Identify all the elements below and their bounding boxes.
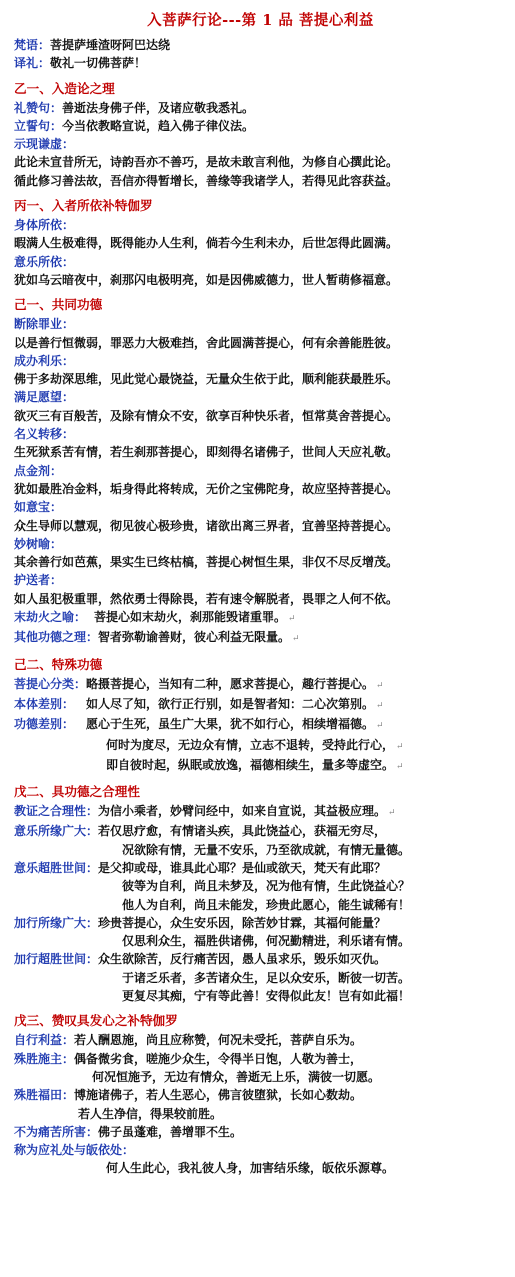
section-heading: 己一、共同功德 (14, 297, 103, 313)
verse-line (14, 675, 507, 695)
verse-label-line (14, 216, 507, 234)
verse-label: 护送者： (14, 573, 63, 588)
verse-text-line: 欲灭三有百般苦，及除有情众不安，欲享百种快乐者，恒常莫舍菩提心。 (14, 408, 399, 423)
verse-text-line: 仅思利众生，福胜供诸佛，何况勤精进，利乐诸有情。 (122, 934, 411, 949)
verse-label: 点金剂： (14, 463, 63, 478)
verse-label: 意乐所缘广大： (14, 824, 99, 839)
verse-text-line: 此论未宣昔所无，诗韵吾亦不善巧，是故未敢言利他，为修自心撰此论。 (14, 155, 399, 170)
verse-line (14, 1123, 507, 1141)
verse-label: 示现谦虚： (14, 137, 75, 152)
verse-text-line: 于诸乏乐者，多苦诸众生，足以众安乐，断彼一切苦。 (122, 970, 411, 985)
paragraph-mark: ↵ (288, 614, 296, 625)
verse-label-line (14, 571, 507, 589)
paragraph-mark: ↵ (376, 721, 384, 732)
verse-text: 愿心于生死，虽生广大果，犹不如行心，相续增福德。 (86, 717, 375, 732)
verse-line (14, 859, 507, 877)
verse-label: 殊胜福田： (14, 1088, 75, 1103)
paragraph-mark: ↵ (388, 808, 396, 819)
verse-text-line: 何人生此心，我礼彼人身，加害结乐缘，皈依乐源尊。 (106, 1161, 395, 1176)
verse-text: 为信小乘者，妙臂问经中，如来自宣说，其益极应理。 (98, 804, 387, 819)
verse-text-line: 暇满人生极难得，既得能办人生利，倘若今生利未办，后世怎得此圆满。 (14, 236, 399, 251)
sanskrit-text: 菩提萨埵渣呀阿巴达绕 (50, 38, 171, 52)
verse-line (14, 1050, 507, 1068)
verse-text-line: 何况恒施予，无边有情众，善逝无上乐，满彼一切愿。 (92, 1069, 381, 1084)
verse-line (14, 99, 507, 117)
verse-label: 本体差别： (14, 696, 75, 711)
verse-line (14, 802, 507, 822)
verse-text-line: 以是善行恒微弱，罪恶力大极难挡，舍此圆满菩提心，何有余善能胜彼。 (14, 335, 399, 350)
verse-line (14, 914, 507, 932)
verse-label: 意乐超胜世间： (14, 860, 99, 875)
verse-text-line: 他人为自利，尚且未能发，珍贵此愿心，能生诚稀有！ (122, 897, 411, 912)
verse-text: 佛子虽蓬难，善增罪不生。 (98, 1124, 243, 1139)
verse-line (14, 628, 507, 648)
verse-label-line (14, 352, 507, 370)
section-heading: 戊三、赞叹具发心之补特伽罗 (14, 1013, 178, 1029)
verse-text-line: 况欲除有情，无量不安乐，乃至欲成就，有情无量德。 (122, 842, 411, 857)
verse-label-line (14, 315, 507, 333)
verse-label-line (14, 462, 507, 480)
section-heading: 戊二、具功德之合理性 (14, 784, 140, 800)
paragraph-mark: ↵ (292, 634, 300, 645)
paragraph-mark: ↵ (376, 680, 384, 691)
verse-label-line (14, 535, 507, 553)
paragraph-mark: ↵ (376, 700, 384, 711)
verse-label: 礼赞句： (14, 100, 63, 115)
verse-label: 如意宝： (14, 500, 63, 515)
verse-line (14, 1086, 507, 1104)
verse-text-line: 彼等为自利，尚且未梦及，况为他有情，生此饶益心？ (122, 879, 411, 894)
verse-text-line: 佛于多劫深思维，见此觉心最饶益，无量众生依于此，顺利能获最胜乐。 (14, 372, 399, 387)
verse-text: 善逝法身佛子伴，及诸应敬我悉礼。 (62, 100, 255, 115)
verse-text-line: 犹如最胜冶金料，垢身得此将转成，无价之宝佛陀身，故应坚持菩提心。 (14, 481, 399, 496)
verse-label: 自行利益： (14, 1033, 75, 1048)
verse-label: 意乐所依： (14, 254, 75, 269)
verse-label-line (14, 253, 507, 271)
verse-line (14, 695, 507, 715)
verse-text-line: 犹如乌云暗夜中，刹那闪电极明亮，如是因佛威德力，世人暂萌修福意。 (14, 272, 399, 287)
verse-line (14, 715, 507, 735)
translation-label: 译礼： (14, 56, 51, 71)
verse-text: 即自彼时起，纵眠或放逸，福德相续生，量多等虚空。 (106, 757, 395, 772)
verse-label-line (14, 498, 507, 516)
verse-text-line: 其余善行如芭蕉，果实生已终枯槁，菩提心树恒生果，非仅不尽反增茂。 (14, 555, 399, 570)
section-heading: 丙一、入者所依补特伽罗 (14, 198, 153, 214)
verse-line (14, 822, 507, 840)
verse-line (14, 950, 507, 968)
verse-line (14, 135, 507, 153)
verse-label: 断除罪业： (14, 317, 75, 332)
verse-text: 博施诸佛子，若人生恶心，佛言彼堕狱，长如心数劫。 (74, 1088, 363, 1103)
verse-text-line: 众生导师以慧观，彻见彼心极珍贵，诸欲出离三界者，宜善坚持菩提心。 (14, 518, 399, 533)
verse-line (14, 1141, 507, 1159)
page-title: 入菩萨行论---第 1 品 菩提心利益 (147, 12, 374, 29)
verse-label: 妙树喻： (14, 536, 63, 551)
translation-text: 敬礼一切佛菩萨！ (50, 56, 147, 71)
verse-text-line (14, 736, 507, 756)
verse-label: 满足愿望： (14, 390, 75, 405)
verse-label-line (14, 388, 507, 406)
paragraph-mark: ↵ (396, 761, 404, 772)
verse-text: 是父抑或母，谁具此心耶？是仙或欲天，梵天有此耶？ (98, 860, 387, 875)
verse-text: 珍贵菩提心，众生安乐因，除苦妙甘霖，其福何能量？ (98, 915, 387, 930)
verse-label: 加行所缘广大： (14, 915, 99, 930)
verse-label: 不为痛苦所害： (14, 1124, 99, 1139)
verse-text: 智者弥勒谕善财，彼心利益无限量。 (98, 630, 291, 645)
sanskrit-label: 梵语： (14, 38, 51, 52)
verse-text: 何时为度尽，无边众有情，立志不退转，受持此行心， (106, 737, 395, 752)
section-heading: 乙一、入造论之理 (14, 80, 115, 96)
verse-text-line: 若人生净信，得果较前胜。 (78, 1106, 223, 1121)
verse-text: 如人尽了知，欲行正行别，如是智者知：二心次第别。 (86, 696, 375, 711)
verse-line (14, 117, 507, 135)
verse-label-line (14, 425, 507, 443)
verse-label: 加行超胜世间： (14, 952, 99, 967)
verse-label: 立誓句： (14, 118, 63, 133)
paragraph-mark: ↵ (396, 741, 404, 752)
verse-label: 菩提心分类： (14, 676, 87, 691)
verse-label: 名义转移： (14, 427, 75, 442)
verse-label: 称为应礼处与皈依处： (14, 1143, 135, 1158)
verse-label: 末劫火之喻： (14, 610, 87, 625)
verse-line (14, 1031, 507, 1049)
verse-text: 若人酬恩施，尚且应称赞，何况未受托，菩萨自乐为。 (74, 1033, 363, 1048)
verse-text-line: 更复尽其痴，宁有等此善！安得似此友！岂有如此福！ (122, 989, 411, 1004)
verse-text-line: 循此修习善法故，吾信亦得暂增长，善缘等我诸学人，若得见此容获益。 (14, 173, 399, 188)
verse-text: 若仅思疗愈，有情诸头疾，具此饶益心，获福无穷尽， (98, 824, 387, 839)
verse-text: 今当依教略宣说，趋入佛子律仪法。 (62, 118, 255, 133)
translation-homage-line (14, 54, 507, 72)
verse-label: 教证之合理性： (14, 804, 99, 819)
verse-label: 身体所依： (14, 218, 75, 233)
verse-label: 功德差别： (14, 717, 75, 732)
verse-text-line (14, 756, 507, 776)
verse-text-line: 生死狱系苦有情，若生刹那菩提心，即刻得名诸佛子，世间人天应礼敬。 (14, 445, 399, 460)
verse-label: 殊胜施主： (14, 1051, 75, 1066)
verse-text: 众生欲除苦，反行痛苦因，愚人虽求乐，毁乐如灭仇。 (98, 952, 387, 967)
verse-text: 菩提心如末劫火，刹那能毁诸重罪。 (94, 610, 287, 625)
verse-text: 略摄菩提心，当知有二种，愿求菩提心，趣行菩提心。 (86, 676, 375, 691)
verse-text: 偶备微劣食，嗟施少众生，令得半日饱，人敬为善士， (74, 1051, 363, 1066)
section-heading: 己二、特殊功德 (14, 656, 103, 672)
verse-label: 其他功德之理： (14, 630, 99, 645)
verse-label: 成办利乐： (14, 353, 75, 368)
verse-line (14, 608, 507, 628)
sanskrit-title-line (14, 36, 507, 54)
verse-text-line: 如人虽犯极重罪，然依勇士得除畏，若有速令解脱者，畏罪之人何不依。 (14, 591, 399, 606)
